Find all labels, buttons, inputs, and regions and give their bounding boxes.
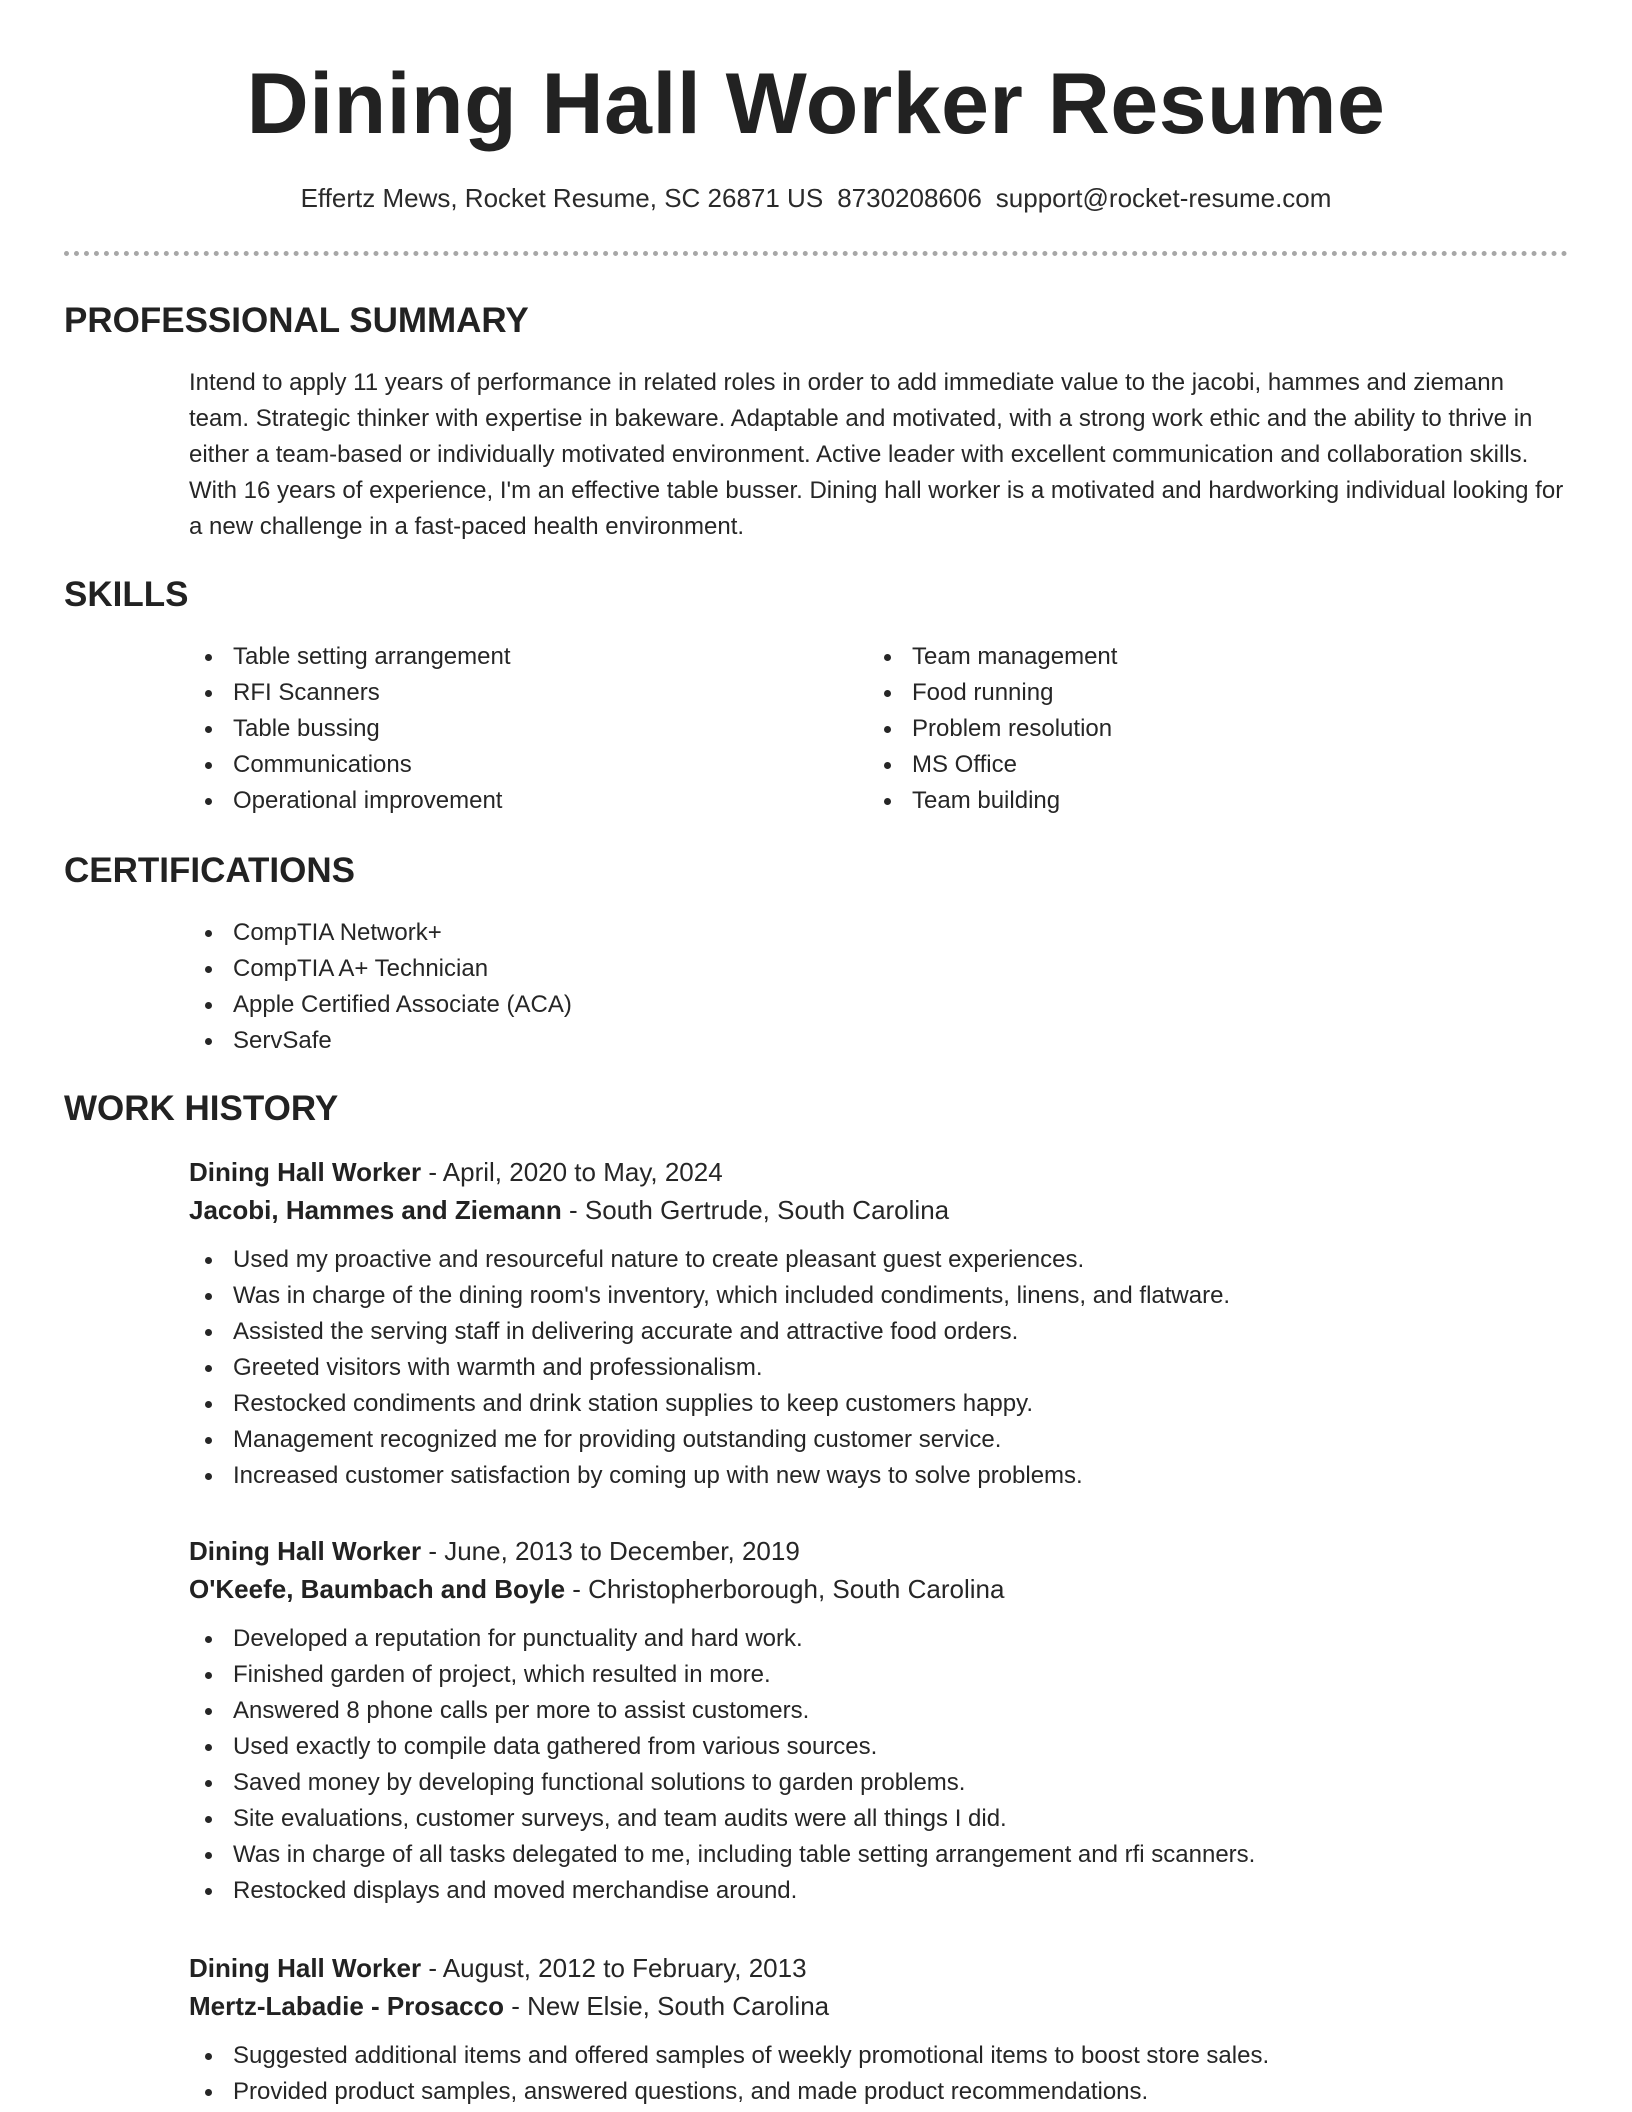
work-history-heading: WORK HISTORY <box>64 1089 339 1128</box>
job-title-line <box>189 1949 1569 1987</box>
skills-list-left <box>189 639 511 819</box>
skill-item: Food running <box>868 675 1117 711</box>
job-duty: Used my proactive and resourceful nature to create pleasant guest experiences. <box>189 1242 1569 1278</box>
skill-item: RFI Scanners <box>189 675 511 711</box>
skill-item: Table bussing <box>189 711 511 747</box>
job-duties-list <box>189 1242 1569 1494</box>
job-company: Mertz-Labadie - Prosacco <box>189 1991 504 2021</box>
job-duty: Restocked condiments and drink station supplies to keep customers happy. <box>189 1386 1569 1422</box>
job-duty: Site evaluations, customer surveys, and team audits were all things I did. <box>189 1801 1569 1837</box>
job-duties-list <box>189 1621 1569 1909</box>
job-duty: Assisted the serving staff in delivering accurate and attractive food orders. <box>189 1314 1569 1350</box>
contact-info <box>0 180 1632 216</box>
job-entry <box>189 1532 1569 1909</box>
job-entry <box>189 1949 1569 2110</box>
job-company: Jacobi, Hammes and Ziemann <box>189 1195 562 1225</box>
skill-item: Team management <box>868 639 1117 675</box>
job-title: Dining Hall Worker <box>189 1157 422 1187</box>
job-dates: - April, 2020 to May, 2024 <box>421 1157 723 1187</box>
contact-phone: 8730208606 <box>837 183 982 213</box>
job-duty: Greeted visitors with warmth and professionalism. <box>189 1350 1569 1386</box>
job-duty: Finished garden of project, which resulted in more. <box>189 1657 1569 1693</box>
skill-item: Team building <box>868 783 1117 819</box>
job-duty: Was in charge of the dining room's inventory, which included condiments, linens, and flatware. <box>189 1278 1569 1314</box>
job-duty: Provided product samples, answered questions, and made product recommendations. <box>189 2074 1569 2110</box>
certification-item: ServSafe <box>189 1023 572 1059</box>
job-duty: Suggested additional items and offered samples of weekly promotional items to boost store sales. <box>189 2038 1569 2074</box>
certifications-list <box>189 915 572 1059</box>
skill-item: MS Office <box>868 747 1117 783</box>
summary-text: Intend to apply 11 years of performance in related roles in order to add immediate value to the jacobi, hammes and ziemann team. Strategic thinker with expertise in bakeware. Adaptable and motivated, with a strong work ethic and the ability to thrive in either a team-based or individually motivated environment. Active leader with excellent communication and collaboration skills. With 16 years of experience, I'm an effective table busser. Dining hall worker is a motivated and hardworking individual looking for a new challenge in a fast-paced health environment. <box>189 369 1564 540</box>
job-entry <box>189 1153 1569 1494</box>
job-title-line <box>189 1153 1569 1191</box>
skill-item: Problem resolution <box>868 711 1117 747</box>
summary-heading: PROFESSIONAL SUMMARY <box>64 301 529 340</box>
job-title: Dining Hall Worker <box>189 1536 422 1566</box>
certification-item: CompTIA A+ Technician <box>189 951 572 987</box>
skill-item: Communications <box>189 747 511 783</box>
job-title-line <box>189 1532 1569 1570</box>
job-location: - New Elsie, South Carolina <box>503 1991 830 2021</box>
header-divider <box>64 251 1568 256</box>
job-duty: Restocked displays and moved merchandise around. <box>189 1873 1569 1909</box>
job-location: - Christopherborough, South Carolina <box>565 1574 1005 1604</box>
job-duty: Saved money by developing functional solutions to garden problems. <box>189 1765 1569 1801</box>
job-dates: - June, 2013 to December, 2019 <box>421 1536 800 1566</box>
contact-address: Effertz Mews, Rocket Resume, SC 26871 US <box>300 183 824 213</box>
job-duties-list <box>189 2038 1569 2110</box>
certifications-heading: CERTIFICATIONS <box>64 851 356 890</box>
certification-item: CompTIA Network+ <box>189 915 572 951</box>
job-company-line <box>189 1570 1569 1608</box>
job-dates: - August, 2012 to February, 2013 <box>421 1953 807 1983</box>
skills-heading: SKILLS <box>64 575 189 614</box>
job-duty: Answered 8 phone calls per more to assist customers. <box>189 1693 1569 1729</box>
job-duty: Increased customer satisfaction by coming up with new ways to solve problems. <box>189 1458 1569 1494</box>
job-company-line <box>189 1987 1569 2025</box>
resume-title: Dining Hall Worker Resume <box>246 56 1386 152</box>
job-duty: Developed a reputation for punctuality and hard work. <box>189 1621 1569 1657</box>
job-location: - South Gertrude, South Carolina <box>561 1195 950 1225</box>
job-duty: Used exactly to compile data gathered from various sources. <box>189 1729 1569 1765</box>
skill-item: Table setting arrangement <box>189 639 511 675</box>
skill-item: Operational improvement <box>189 783 511 819</box>
job-duty: Was in charge of all tasks delegated to me, including table setting arrangement and rfi scanners. <box>189 1837 1569 1873</box>
skills-list-right <box>868 639 1117 819</box>
job-title: Dining Hall Worker <box>189 1953 422 1983</box>
contact-email: support@rocket-resume.com <box>995 183 1332 213</box>
certification-item: Apple Certified Associate (ACA) <box>189 987 572 1023</box>
job-company: O'Keefe, Baumbach and Boyle <box>189 1574 566 1604</box>
job-duty: Management recognized me for providing outstanding customer service. <box>189 1422 1569 1458</box>
job-company-line <box>189 1191 1569 1229</box>
